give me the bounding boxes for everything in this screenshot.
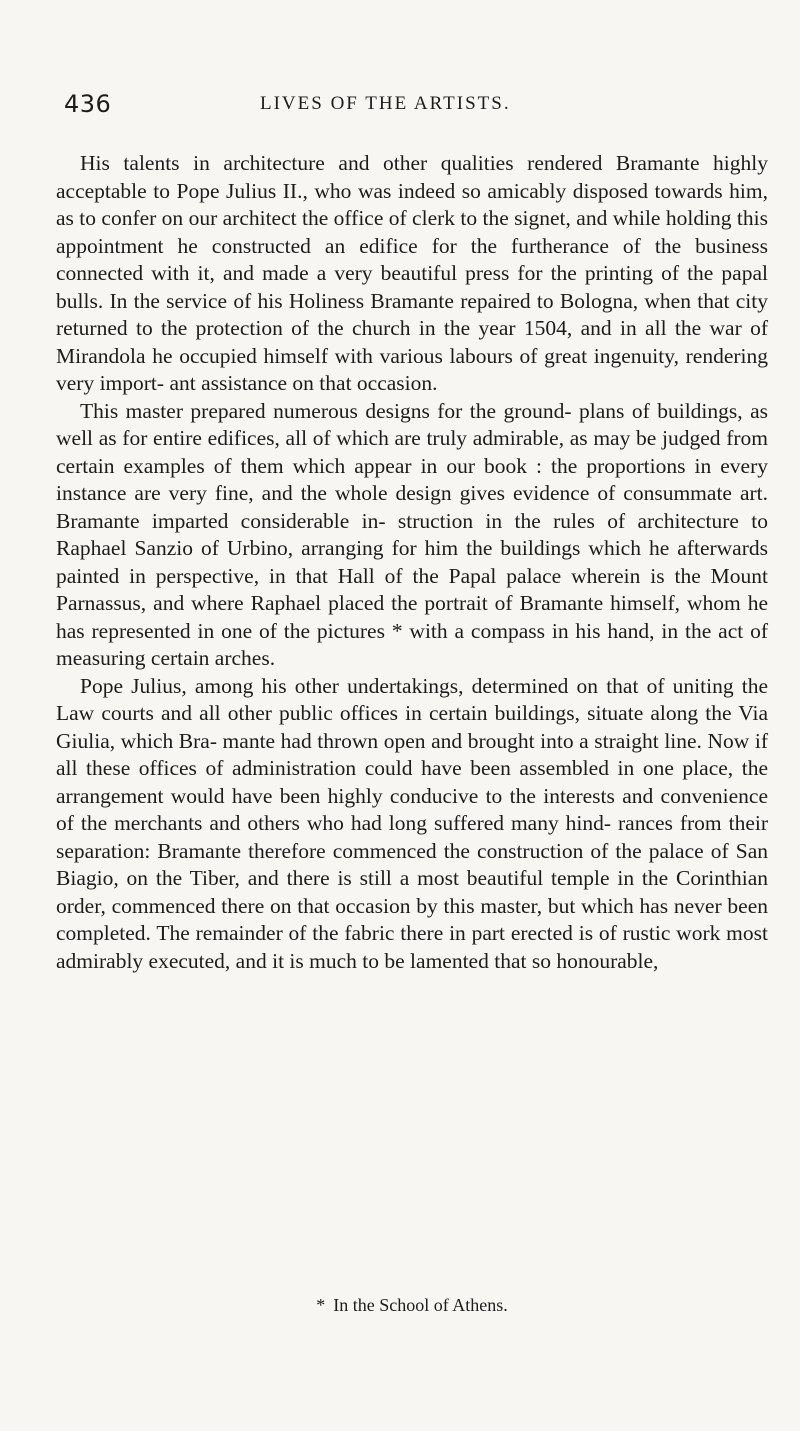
page-number: 436 [64, 90, 112, 118]
paragraph-3: Pope Julius, among his other undertakings, determined on that of uniting the Law courts and all other public offices in certain buildings, situate along the Via Giulia, which Bra- mante had thrown open and brought into a straight line. Now if all these offices of administration could have been assembled in one place, the arrangement would have been highly conducive to the interests and convenience of the merchants and others who had long suffered many hind- rances from their separation: Bramante therefore commenced the construction of the palace of San Biagio, on the Tiber, and there is still a most beautiful temple in the Corinthian order, commenced there on that occasion by this master, but which has never been completed. The remainder of the fabric there in part erected is of rustic work most admirably executed, and it is much to be lamented that so honourable, [56, 673, 768, 973]
body-text [56, 150, 768, 975]
paragraph-1: His talents in architecture and other qualities rendered Bramante highly acceptable to Pope Julius II., who was indeed so amicably disposed towards him, as to confer on our architect the office of clerk to the signet, and while holding this appointment he constructed an edifice for the furtherance of the business connected with it, and made a very beautiful press for the printing of the papal bulls. In the service of his Holiness Bramante repaired to Bologna, when that city returned to the protection of the church in the year 1504, and in all the war of Mirandola he occupied himself with various labours of great ingenuity, rendering very import- ant assistance on that occasion. [56, 151, 768, 395]
footnote-marker: * [316, 1295, 326, 1315]
footnote-text: In the School of Athens. [333, 1295, 508, 1315]
page-header [64, 88, 764, 124]
running-title: LIVES OF THE ARTISTS. [260, 93, 511, 114]
paragraph-2: This master prepared numerous designs for the ground- plans of buildings, as well as for entire edifices, all of which are truly admirable, as may be judged from certain examples of them which appear in our book : the proportions in every instance are very fine, and the whole design gives evidence of consummate art. Bramante imparted considerable in- struction in the rules of architecture to Raphael Sanzio of Urbino, arranging for him the buildings which he afterwards painted in perspective, in that Hall of the Papal palace wherein is the Mount Parnassus, and where Raphael placed the portrait of Bramante himself, whom he has represented in one of the pictures * with a compass in his hand, in the act of measuring certain arches. [56, 398, 768, 670]
footnote [56, 1293, 768, 1317]
